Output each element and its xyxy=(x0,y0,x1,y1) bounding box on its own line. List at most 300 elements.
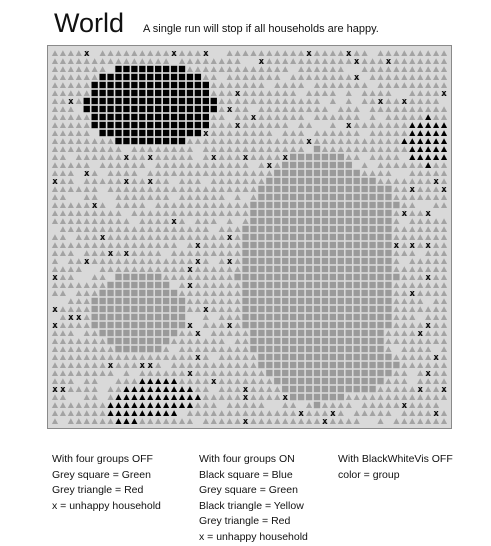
grey-triangle-household xyxy=(258,386,264,392)
unhappy-household-marker: x xyxy=(425,320,431,330)
grey-triangle-household xyxy=(84,306,90,312)
grey-triangle-household xyxy=(235,402,241,408)
grey-square-household xyxy=(354,170,360,176)
grey-square-household xyxy=(139,346,145,352)
grey-square-household xyxy=(290,338,296,344)
grey-triangle-household xyxy=(100,370,106,376)
grey-triangle-household xyxy=(92,66,98,72)
grey-triangle-household xyxy=(147,370,153,376)
grey-triangle-household xyxy=(235,370,241,376)
grey-square-household xyxy=(369,354,375,360)
grey-triangle-household xyxy=(68,330,74,336)
grey-triangle-household xyxy=(314,58,320,64)
grey-triangle-household xyxy=(68,170,74,176)
grey-square-household xyxy=(354,226,360,232)
grey-triangle-household xyxy=(227,154,233,160)
black-triangle-household xyxy=(131,410,137,416)
grey-triangle-household xyxy=(235,242,241,248)
grey-triangle-household xyxy=(219,210,225,216)
grey-triangle-household xyxy=(266,378,272,384)
grey-square-household xyxy=(361,322,367,328)
black-square-household xyxy=(123,138,129,144)
grey-triangle-household xyxy=(338,50,344,56)
unhappy-household-marker: x xyxy=(282,392,288,402)
grey-triangle-household xyxy=(282,418,288,424)
black-square-household xyxy=(187,74,193,80)
grey-square-household xyxy=(298,322,304,328)
grey-triangle-household xyxy=(123,378,129,384)
grey-triangle-household xyxy=(52,258,58,264)
grey-square-household xyxy=(274,290,280,296)
grey-square-household xyxy=(314,370,320,376)
grey-square-household xyxy=(290,202,296,208)
grey-square-household xyxy=(354,250,360,256)
grey-square-household xyxy=(306,362,312,368)
grey-triangle-household xyxy=(274,90,280,96)
grey-square-household xyxy=(361,194,367,200)
grey-square-household xyxy=(377,314,383,320)
black-square-household xyxy=(123,130,129,136)
grey-triangle-household xyxy=(377,402,383,408)
legend-line: Grey triangle = Red xyxy=(199,515,291,528)
grey-triangle-household xyxy=(211,186,217,192)
grey-square-household xyxy=(354,186,360,192)
grey-square-household xyxy=(361,362,367,368)
grey-triangle-household xyxy=(227,122,233,128)
grey-triangle-household xyxy=(60,338,66,344)
grey-square-household xyxy=(274,298,280,304)
grey-triangle-household xyxy=(401,410,407,416)
black-triangle-household xyxy=(139,386,145,392)
grey-square-household xyxy=(282,314,288,320)
black-square-household xyxy=(131,98,137,104)
grey-triangle-household xyxy=(68,130,74,136)
grey-square-household xyxy=(290,154,296,160)
grey-square-household xyxy=(361,242,367,248)
black-triangle-household xyxy=(147,386,153,392)
grey-triangle-household xyxy=(211,306,217,312)
grey-triangle-household xyxy=(417,370,423,376)
black-square-household xyxy=(131,82,137,88)
grey-triangle-household xyxy=(250,362,256,368)
grey-triangle-household xyxy=(433,218,439,224)
grey-square-household xyxy=(155,282,161,288)
grey-triangle-household xyxy=(219,234,225,240)
grey-triangle-household xyxy=(227,242,233,248)
black-triangle-household xyxy=(147,394,153,400)
grey-square-household xyxy=(377,378,383,384)
grey-triangle-household xyxy=(84,210,90,216)
grey-square-household xyxy=(266,226,272,232)
grey-triangle-household xyxy=(100,242,106,248)
grey-triangle-household xyxy=(203,410,209,416)
grey-triangle-household xyxy=(433,162,439,168)
grey-triangle-household xyxy=(219,130,225,136)
black-square-household xyxy=(155,138,161,144)
grey-triangle-household xyxy=(76,114,82,120)
grey-triangle-household xyxy=(115,242,121,248)
grey-triangle-household xyxy=(266,98,272,104)
grey-triangle-household xyxy=(235,98,241,104)
grey-triangle-household xyxy=(227,186,233,192)
grey-triangle-household xyxy=(235,378,241,384)
grey-triangle-household xyxy=(92,218,98,224)
grey-triangle-household xyxy=(203,314,209,320)
black-square-household xyxy=(171,66,177,72)
unhappy-household-marker: x xyxy=(235,120,241,130)
grey-triangle-household xyxy=(155,250,161,256)
grey-square-household xyxy=(322,266,328,272)
grey-square-household xyxy=(266,234,272,240)
unhappy-household-marker: x xyxy=(187,320,193,330)
grey-triangle-household xyxy=(433,298,439,304)
grey-triangle-household xyxy=(401,58,407,64)
grey-triangle-household xyxy=(155,354,161,360)
grey-square-household xyxy=(354,290,360,296)
grey-triangle-household xyxy=(298,66,304,72)
grey-triangle-household xyxy=(187,418,193,424)
grey-triangle-household xyxy=(235,154,241,160)
grey-square-household xyxy=(155,290,161,296)
grey-square-household xyxy=(274,354,280,360)
black-triangle-household xyxy=(155,410,161,416)
grey-triangle-household xyxy=(274,386,280,392)
grey-triangle-household xyxy=(401,378,407,384)
grey-triangle-household xyxy=(68,186,74,192)
grey-triangle-household xyxy=(354,394,360,400)
grey-triangle-household xyxy=(235,418,241,424)
grey-triangle-household xyxy=(274,114,280,120)
grey-triangle-household xyxy=(68,74,74,80)
grey-square-household xyxy=(306,314,312,320)
grey-triangle-household xyxy=(203,346,209,352)
black-square-household xyxy=(139,82,145,88)
grey-triangle-household xyxy=(52,346,58,352)
grey-triangle-household xyxy=(211,266,217,272)
grey-square-household xyxy=(115,322,121,328)
grey-triangle-household xyxy=(163,242,169,248)
grey-triangle-household xyxy=(147,266,153,272)
grey-triangle-household xyxy=(211,194,217,200)
grey-triangle-household xyxy=(417,354,423,360)
black-square-household xyxy=(147,74,153,80)
grey-triangle-household xyxy=(139,162,145,168)
grey-triangle-household xyxy=(219,114,225,120)
grey-triangle-household xyxy=(227,266,233,272)
grey-triangle-household xyxy=(92,74,98,80)
grey-square-household xyxy=(330,290,336,296)
grey-square-household xyxy=(258,354,264,360)
grey-square-household xyxy=(282,210,288,216)
grey-square-household xyxy=(163,330,169,336)
grey-triangle-household xyxy=(370,402,376,408)
grey-triangle-household xyxy=(330,90,336,96)
grey-triangle-household xyxy=(433,258,439,264)
grey-triangle-household xyxy=(298,138,304,144)
legend-line: x = unhappy household xyxy=(52,499,161,512)
grey-triangle-household xyxy=(242,66,248,72)
black-square-household xyxy=(107,90,113,96)
grey-triangle-household xyxy=(409,90,415,96)
grey-triangle-household xyxy=(298,130,304,136)
grey-square-household xyxy=(242,226,248,232)
grey-triangle-household xyxy=(84,242,90,248)
grey-square-household xyxy=(369,362,375,368)
grey-triangle-household xyxy=(163,370,169,376)
grey-triangle-household xyxy=(346,418,352,424)
grey-triangle-household xyxy=(401,146,407,152)
grey-triangle-household xyxy=(171,274,177,280)
grey-triangle-household xyxy=(92,178,98,184)
grey-square-household xyxy=(266,330,272,336)
grey-square-household xyxy=(346,226,352,232)
grey-square-household xyxy=(354,258,360,264)
grey-square-household xyxy=(306,338,312,344)
grey-triangle-household xyxy=(346,90,352,96)
grey-triangle-household xyxy=(92,242,98,248)
grey-triangle-household xyxy=(131,354,137,360)
grey-square-household xyxy=(298,178,304,184)
grey-triangle-household xyxy=(52,154,58,160)
grey-triangle-household xyxy=(441,66,447,72)
grey-triangle-household xyxy=(433,186,439,192)
grey-triangle-household xyxy=(131,50,137,56)
grey-triangle-household xyxy=(171,202,177,208)
black-square-household xyxy=(123,82,129,88)
black-triangle-household xyxy=(163,378,169,384)
grey-triangle-household xyxy=(338,114,344,120)
grey-triangle-household xyxy=(131,194,137,200)
grey-square-household xyxy=(274,330,280,336)
grey-triangle-household xyxy=(107,58,113,64)
grey-triangle-household xyxy=(227,282,233,288)
grey-triangle-household xyxy=(187,186,193,192)
grey-triangle-household xyxy=(187,298,193,304)
grey-triangle-household xyxy=(211,282,217,288)
grey-triangle-household xyxy=(163,234,169,240)
grey-triangle-household xyxy=(107,186,113,192)
grey-triangle-household xyxy=(377,418,383,424)
grey-square-household xyxy=(115,346,121,352)
unhappy-household-marker: x xyxy=(425,368,431,378)
grey-square-household xyxy=(314,402,320,408)
grey-triangle-household xyxy=(171,250,177,256)
grey-square-household xyxy=(322,282,328,288)
grey-square-household xyxy=(346,362,352,368)
grey-triangle-household xyxy=(242,210,248,216)
grey-triangle-household xyxy=(250,130,256,136)
grey-square-household xyxy=(330,194,336,200)
grey-triangle-household xyxy=(76,74,82,80)
grey-square-household xyxy=(322,298,328,304)
grey-triangle-household xyxy=(235,258,241,264)
grey-square-household xyxy=(361,370,367,376)
grey-triangle-household xyxy=(123,354,129,360)
grey-square-household xyxy=(298,210,304,216)
grey-triangle-household xyxy=(235,138,241,144)
grey-triangle-household xyxy=(219,346,225,352)
grey-triangle-household xyxy=(84,330,90,336)
grey-triangle-household xyxy=(314,98,320,104)
grey-triangle-household xyxy=(377,154,383,160)
black-triangle-household xyxy=(409,122,415,128)
grey-square-household xyxy=(354,354,360,360)
grey-triangle-household xyxy=(227,58,233,64)
grey-triangle-household xyxy=(60,138,66,144)
grey-triangle-household xyxy=(147,50,153,56)
grey-square-household xyxy=(274,170,280,176)
grey-triangle-household xyxy=(441,322,447,328)
grey-square-household xyxy=(179,306,185,312)
grey-triangle-household xyxy=(211,330,217,336)
grey-triangle-household xyxy=(417,346,423,352)
grey-square-household xyxy=(306,250,312,256)
grey-square-household xyxy=(282,338,288,344)
grey-triangle-household xyxy=(92,146,98,152)
black-square-household xyxy=(92,114,98,120)
grey-square-household xyxy=(369,210,375,216)
black-triangle-household xyxy=(417,138,423,144)
grey-triangle-household xyxy=(235,162,241,168)
grey-square-household xyxy=(250,290,256,296)
grey-triangle-household xyxy=(330,418,336,424)
grey-triangle-household xyxy=(409,330,415,336)
black-square-household xyxy=(171,114,177,120)
black-triangle-household xyxy=(155,402,161,408)
grey-square-household xyxy=(290,394,296,400)
grey-square-household xyxy=(354,282,360,288)
grey-triangle-household xyxy=(203,378,209,384)
grey-square-household xyxy=(155,330,161,336)
grey-square-household xyxy=(242,282,248,288)
grey-triangle-household xyxy=(115,194,121,200)
grey-triangle-household xyxy=(68,114,74,120)
grey-triangle-household xyxy=(346,74,352,80)
grey-square-household xyxy=(258,274,264,280)
grey-square-household xyxy=(369,346,375,352)
unhappy-household-marker: x xyxy=(441,88,447,98)
grey-square-household xyxy=(258,346,264,352)
grey-triangle-household xyxy=(258,74,264,80)
black-square-household xyxy=(203,82,209,88)
grey-triangle-household xyxy=(76,82,82,88)
grey-triangle-household xyxy=(433,90,439,96)
grey-triangle-household xyxy=(425,186,431,192)
grey-triangle-household xyxy=(219,306,225,312)
grey-triangle-household xyxy=(266,106,272,112)
grey-triangle-household xyxy=(346,154,352,160)
grey-triangle-household xyxy=(441,338,447,344)
grey-triangle-household xyxy=(179,266,185,272)
grey-triangle-household xyxy=(362,122,368,128)
grey-triangle-household xyxy=(84,370,90,376)
black-square-household xyxy=(171,106,177,112)
grey-square-household xyxy=(290,250,296,256)
grey-triangle-household xyxy=(100,202,106,208)
grey-square-household xyxy=(290,210,296,216)
grey-square-household xyxy=(330,242,336,248)
grey-triangle-household xyxy=(195,362,201,368)
grey-square-household xyxy=(115,330,121,336)
world-view[interactable] xyxy=(47,45,452,429)
grey-triangle-household xyxy=(425,306,431,312)
grey-triangle-household xyxy=(52,202,58,208)
grey-triangle-household xyxy=(393,58,399,64)
grey-square-household xyxy=(322,226,328,232)
black-square-household xyxy=(139,90,145,96)
grey-square-household xyxy=(377,266,383,272)
grey-square-household xyxy=(298,370,304,376)
grey-square-household xyxy=(330,378,336,384)
grey-square-household xyxy=(338,378,344,384)
grey-square-household xyxy=(338,258,344,264)
grey-triangle-household xyxy=(425,106,431,112)
grey-triangle-household xyxy=(115,58,121,64)
grey-triangle-household xyxy=(409,362,415,368)
grey-triangle-household xyxy=(203,226,209,232)
grey-square-household xyxy=(369,322,375,328)
grey-square-household xyxy=(385,210,391,216)
grey-square-household xyxy=(346,290,352,296)
grey-triangle-household xyxy=(211,394,217,400)
grey-triangle-household xyxy=(211,138,217,144)
black-square-household xyxy=(115,90,121,96)
unhappy-household-marker: x xyxy=(227,320,233,330)
grey-triangle-household xyxy=(354,138,360,144)
grey-square-household xyxy=(338,362,344,368)
grey-triangle-household xyxy=(123,218,129,224)
grey-triangle-household xyxy=(100,274,106,280)
grey-triangle-household xyxy=(370,170,376,176)
grey-triangle-household xyxy=(250,66,256,72)
grey-triangle-household xyxy=(433,114,439,120)
grey-triangle-household xyxy=(242,402,248,408)
grey-square-household xyxy=(155,274,161,280)
grey-triangle-household xyxy=(274,394,280,400)
grey-square-household xyxy=(369,338,375,344)
grey-square-household xyxy=(314,258,320,264)
grey-triangle-household xyxy=(187,234,193,240)
grey-square-household xyxy=(282,362,288,368)
grey-square-household xyxy=(385,258,391,264)
black-triangle-household xyxy=(155,386,161,392)
grey-triangle-household xyxy=(68,178,74,184)
grey-triangle-household xyxy=(433,282,439,288)
grey-triangle-household xyxy=(179,274,185,280)
grey-square-household xyxy=(330,386,336,392)
grey-triangle-household xyxy=(147,58,153,64)
grey-square-household xyxy=(290,226,296,232)
grey-triangle-household xyxy=(92,330,98,336)
grey-triangle-household xyxy=(235,298,241,304)
grey-square-household xyxy=(163,282,169,288)
grey-square-household xyxy=(338,274,344,280)
black-square-household xyxy=(187,122,193,128)
black-square-household xyxy=(107,82,113,88)
grey-square-household xyxy=(250,330,256,336)
black-triangle-household xyxy=(433,154,439,160)
black-square-household xyxy=(155,106,161,112)
grey-square-household xyxy=(338,346,344,352)
grey-triangle-household xyxy=(290,82,296,88)
grey-triangle-household xyxy=(195,378,201,384)
grey-square-household xyxy=(314,290,320,296)
grey-triangle-household xyxy=(147,418,153,424)
grey-triangle-household xyxy=(84,418,90,424)
grey-square-household xyxy=(298,394,304,400)
grey-square-household xyxy=(242,298,248,304)
grey-triangle-household xyxy=(393,82,399,88)
